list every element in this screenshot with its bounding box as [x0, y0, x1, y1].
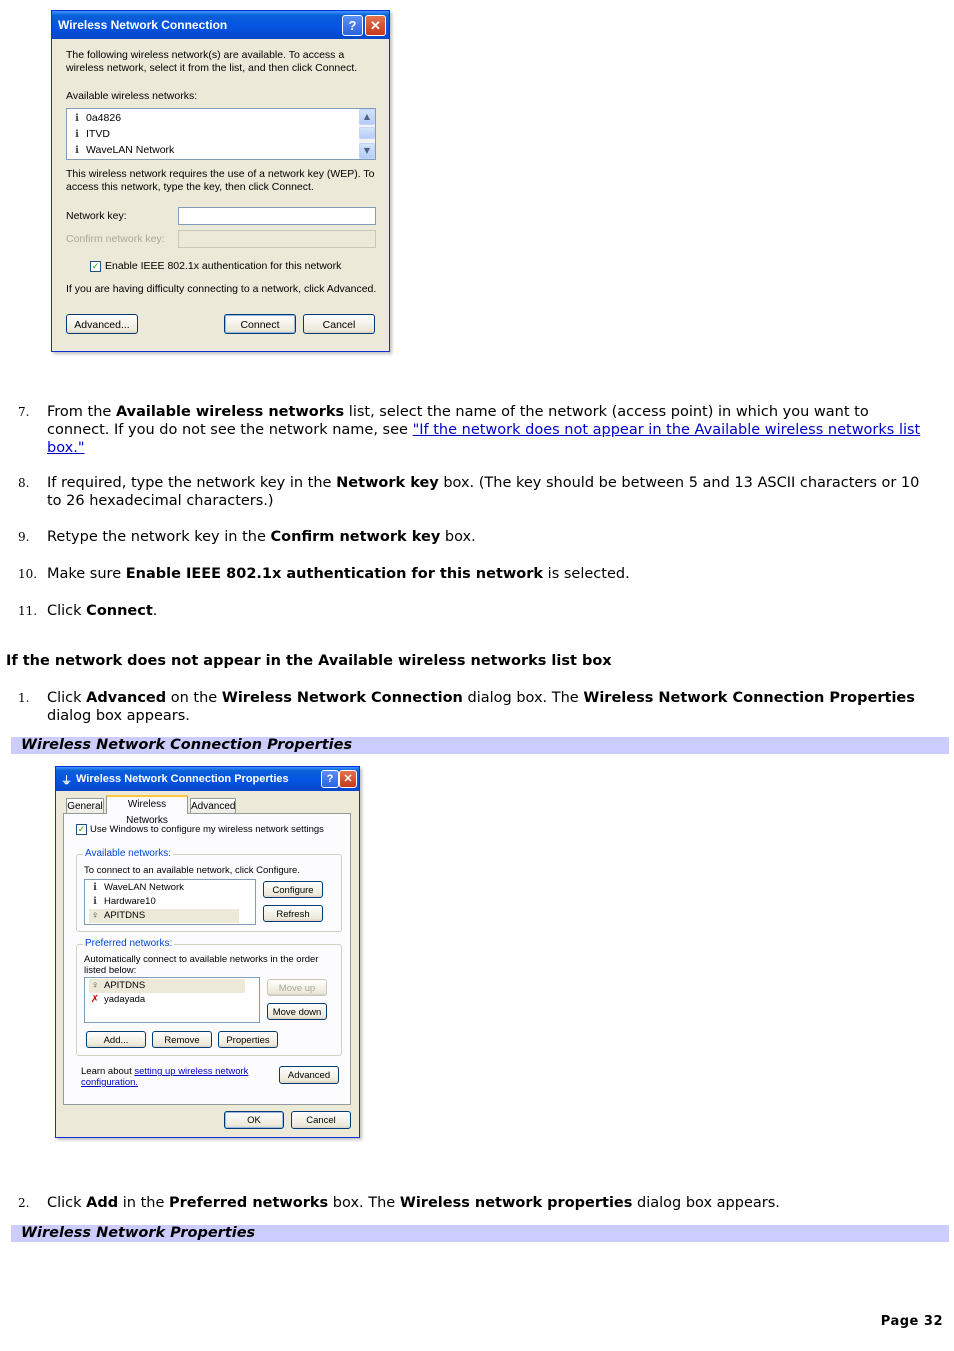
step-bold: Enable IEEE 802.1x authentication for this network	[125, 566, 544, 582]
step-number: 10.	[18, 567, 38, 581]
step-text-part: Make sure	[47, 566, 126, 582]
antenna-icon: ℹ	[75, 113, 79, 124]
page-number: Page 32	[880, 1314, 943, 1329]
add-button[interactable]: Add...	[86, 1031, 146, 1048]
step-text-part: .	[152, 603, 158, 619]
network-key-label: Network key:	[66, 210, 127, 222]
step-text	[47, 474, 927, 510]
figure-caption	[11, 1225, 949, 1242]
available-networks-group	[76, 848, 342, 932]
wireless-network-connection-dialog	[51, 10, 390, 352]
step-bold: Wireless network properties	[399, 1195, 633, 1211]
connect-button[interactable]: Connect	[224, 314, 296, 334]
group-label: Available networks:	[85, 848, 171, 859]
step-text	[47, 565, 927, 583]
dialog-title: Wireless Network Connection	[58, 18, 228, 32]
step-bold: Wireless Network Connection Properties	[583, 690, 915, 706]
step-bold: Preferred networks	[169, 1195, 329, 1211]
list-item[interactable]	[89, 895, 156, 909]
step-text-part: on the	[166, 690, 222, 706]
wireless-connection-properties-dialog	[55, 766, 360, 1138]
confirm-key-label: Confirm network key:	[66, 233, 165, 245]
preferred-desc: Automatically connect to available networks in the order listed below:	[84, 954, 319, 976]
remove-button[interactable]: Remove	[152, 1031, 212, 1048]
list-item[interactable]	[89, 979, 245, 993]
step-bold: Wireless Network Connection	[221, 690, 463, 706]
network-name: WaveLAN Network	[104, 882, 184, 893]
learn-prefix: Learn about	[81, 1066, 135, 1077]
antenna-icon: ℹ	[75, 145, 79, 156]
section-heading: If the network does not appear in the Available wireless networks list box	[6, 653, 612, 669]
step-bold: Add	[86, 1195, 119, 1211]
step-text-part: Click	[47, 1195, 87, 1211]
access-point-icon: ♀	[91, 980, 99, 991]
list-item[interactable]	[71, 111, 121, 125]
cancel-button[interactable]: Cancel	[303, 314, 375, 334]
figure-caption	[11, 737, 949, 754]
ok-button[interactable]: OK	[224, 1111, 284, 1129]
list-item[interactable]	[71, 143, 174, 157]
advanced-button[interactable]: Advanced...	[66, 314, 138, 334]
scroll-up-icon[interactable]: ▲	[359, 109, 375, 125]
step-text-part: is selected.	[543, 566, 630, 582]
learn-link[interactable]: setting up wireless network configuration.	[81, 1066, 249, 1088]
step-text	[47, 1194, 927, 1212]
close-icon[interactable]: ✕	[339, 770, 357, 788]
help-text: If you are having difficulty connecting to a network, click Advanced.	[66, 283, 377, 295]
step-number: 11.	[18, 604, 38, 618]
unavailable-network-icon: ✗	[90, 994, 100, 1005]
network-name: Hardware10	[104, 896, 156, 907]
step-number: 9.	[18, 530, 30, 544]
configure-button[interactable]: Configure	[263, 881, 323, 898]
step-text	[47, 689, 927, 725]
available-networks-list[interactable]	[84, 879, 256, 925]
close-icon[interactable]: ✕	[365, 15, 386, 36]
list-scrollbar[interactable]	[359, 109, 375, 159]
list-item[interactable]	[71, 127, 110, 141]
step-number: 1.	[18, 691, 30, 705]
step-number: 2.	[18, 1196, 30, 1210]
step-text-part: dialog box appears.	[632, 1195, 780, 1211]
dialog-title: Wireless Network Connection Properties	[76, 773, 289, 785]
step-text-part: box. (The key should be between 5 and 13 ASCII characters or 10 to 26 hexadecimal characters.)	[47, 475, 920, 509]
dialog-title-bar[interactable]	[52, 11, 389, 39]
step-text-part: box. The	[328, 1195, 400, 1211]
enable-8021x-label: Enable IEEE 802.1x authentication for this network	[105, 260, 342, 272]
step-text-part: box.	[440, 529, 476, 545]
network-name: WaveLAN Network	[86, 144, 175, 156]
list-item[interactable]	[89, 993, 145, 1007]
step-text-part: dialog box. The	[462, 690, 584, 706]
tab-panel	[63, 813, 351, 1105]
learn-about-text	[81, 1066, 251, 1088]
use-windows-checkbox[interactable]: ✓	[77, 825, 86, 835]
antenna-icon: ℹ	[75, 129, 79, 140]
move-down-button[interactable]: Move down	[267, 1003, 327, 1020]
network-name: yadayada	[104, 994, 146, 1005]
step-text-part: in the	[118, 1195, 169, 1211]
properties-button[interactable]: Properties	[218, 1031, 278, 1048]
tab-wireless-networks[interactable]: Wireless Networks	[106, 795, 188, 814]
list-item[interactable]	[89, 909, 239, 923]
access-point-icon: ♀	[91, 910, 99, 921]
network-key-input[interactable]	[178, 207, 376, 225]
step-bold: Available wireless networks	[115, 404, 345, 420]
cancel-button[interactable]: Cancel	[291, 1111, 351, 1129]
step-bold: Confirm network key	[270, 529, 441, 545]
available-networks-list[interactable]	[66, 108, 376, 160]
caption-text: Wireless Network Connection Properties	[21, 737, 353, 753]
network-name: ITVD	[86, 128, 110, 140]
preferred-networks-group	[76, 938, 342, 1056]
available-networks-label: Available wireless networks:	[66, 90, 198, 102]
step-number: 8.	[18, 476, 30, 490]
antenna-icon: ℹ	[93, 882, 97, 893]
network-name: APITDNS	[104, 910, 146, 921]
preferred-networks-list[interactable]	[84, 977, 260, 1023]
help-icon[interactable]: ?	[321, 770, 339, 788]
move-up-button[interactable]: Move up	[267, 979, 327, 996]
use-windows-label: Use Windows to configure my wireless network settings	[90, 824, 324, 835]
step-text	[47, 602, 927, 620]
step-text-part: If required, type the network key in the	[47, 475, 337, 491]
step-text	[47, 528, 927, 546]
tab-advanced[interactable]: Advanced	[190, 798, 236, 814]
tab-general[interactable]: General	[66, 798, 104, 814]
step-text-part: list, select the name of the network (access point) in which you want to connect. If you do not see the network name, see	[47, 404, 869, 438]
refresh-button[interactable]: Refresh	[263, 905, 323, 922]
step-bold: Connect	[86, 603, 153, 619]
confirm-key-input	[178, 230, 376, 248]
scroll-down-icon[interactable]: ▼	[359, 143, 375, 159]
network-name: APITDNS	[104, 980, 146, 991]
step-text-part: Retype the network key in the	[47, 529, 271, 545]
caption-text: Wireless Network Properties	[21, 1225, 256, 1241]
help-icon[interactable]: ?	[342, 15, 363, 36]
intro-text: The following wireless network(s) are available. To access a wireless network, select it from the list, and then click Connect.	[66, 49, 358, 74]
available-desc: To connect to an available network, click Configure.	[84, 865, 300, 876]
group-label: Preferred networks:	[85, 938, 173, 949]
network-icon: ⏚	[61, 775, 72, 787]
step-bold: Network key	[336, 475, 439, 491]
step-text-part: Click	[47, 603, 87, 619]
scroll-thumb[interactable]	[359, 127, 375, 139]
antenna-icon: ℹ	[93, 896, 97, 907]
step-text-part: From the	[47, 404, 116, 420]
network-name: 0a4826	[86, 112, 122, 124]
step-number: 7.	[18, 405, 30, 419]
advanced-button[interactable]: Advanced	[279, 1066, 339, 1084]
step-bold: Advanced	[86, 690, 167, 706]
wep-note: This wireless network requires the use of a network key (WEP). To access this network, type the key, then click Connect.	[66, 168, 375, 193]
enable-8021x-checkbox[interactable]: ✓	[91, 262, 100, 272]
step-text	[47, 403, 927, 457]
section-link[interactable]: "If the network does not appear in the Available wireless networks list box."	[47, 422, 921, 456]
step-text-part: Click	[47, 690, 87, 706]
list-item[interactable]	[89, 881, 184, 895]
step-text-part: dialog box appears.	[47, 708, 190, 724]
dialog-title-bar[interactable]	[56, 767, 359, 791]
